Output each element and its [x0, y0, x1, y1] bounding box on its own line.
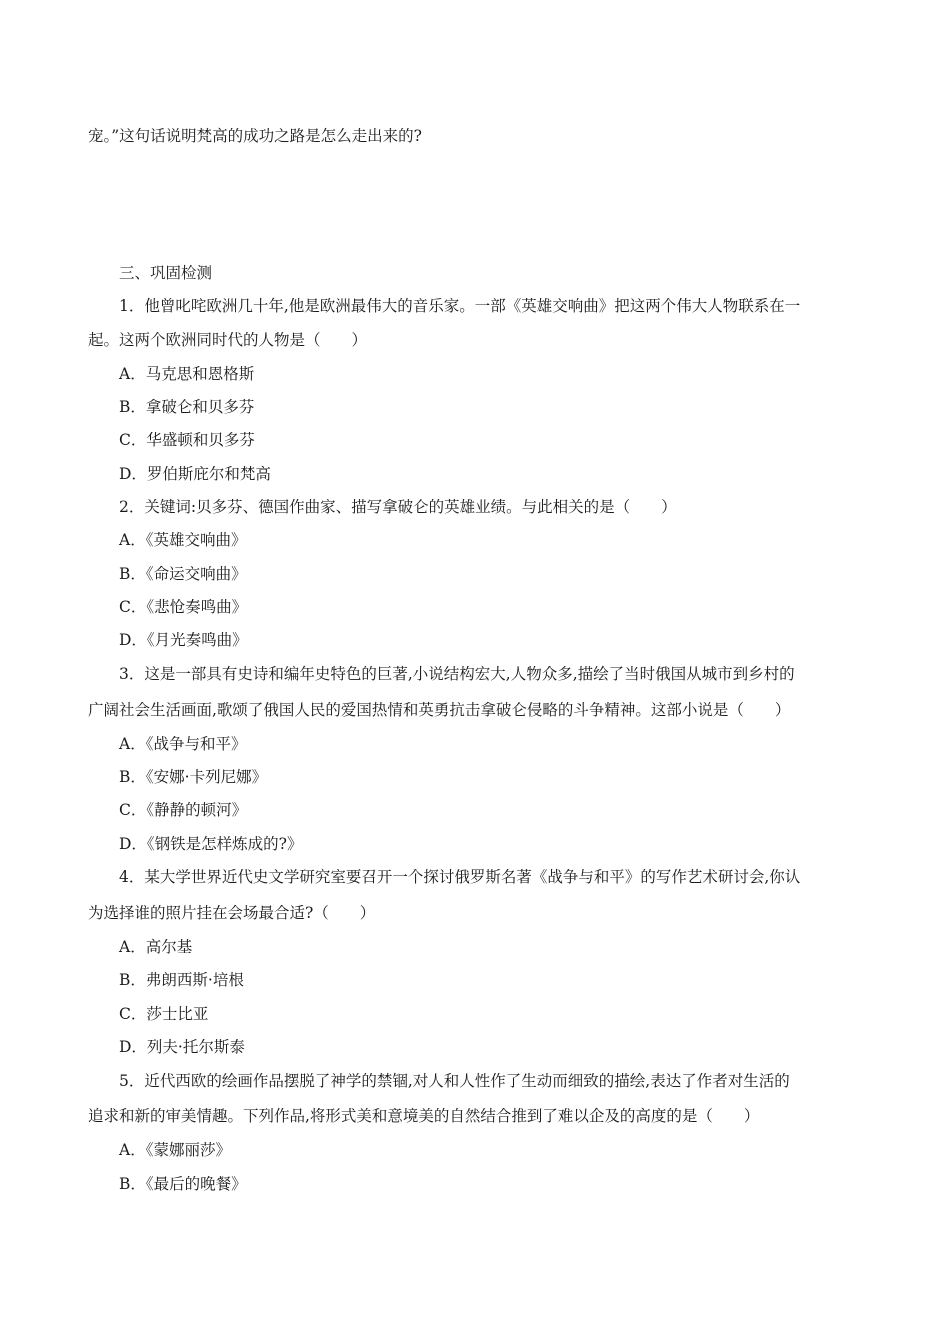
option-d: D．《月光奏鸣曲》 — [119, 631, 248, 649]
continuation-text: 宠。”这句话说明梵高的成功之路是怎么走出来的? — [88, 127, 422, 145]
option-a: A．《英雄交响曲》 — [119, 531, 247, 549]
option-c: C．莎士比亚 — [119, 1005, 209, 1023]
question-stem: 3．这是一部具有史诗和编年史特色的巨著,小说结构宏大,人物众多,描绘了当时俄国从城市到乡村的 — [119, 665, 795, 683]
option-b: B．《安娜·卡列尼娜》 — [119, 768, 268, 786]
option-c: C．《悲怆奏鸣曲》 — [119, 598, 248, 616]
question-stem: 4．某大学世界近代史文学研究室要召开一个探讨俄罗斯名著《战争与和平》的写作艺术研讨会,你认 — [119, 868, 801, 886]
option-d: D．罗伯斯庇尔和梵高 — [119, 465, 271, 483]
question-stem-continued: 追求和新的审美情趣。下列作品,将形式美和意境美的自然结合推到了难以企及的高度的是（ ） — [88, 1107, 760, 1125]
section-title: 三、巩固检测 — [119, 264, 213, 282]
question-stem-continued: 起。这两个欧洲同时代的人物是（ ） — [88, 331, 368, 349]
option-a: A．《蒙娜丽莎》 — [119, 1141, 231, 1159]
option-b: B．弗朗西斯·培根 — [119, 971, 244, 989]
question-stem: 5．近代西欧的绘画作品摆脱了神学的禁锢,对人和人性作了生动而细致的描绘,表达了作者对生活的 — [119, 1072, 790, 1090]
option-d: D．列夫·托尔斯泰 — [119, 1038, 245, 1056]
option-c: C．《静静的顿河》 — [119, 801, 248, 819]
option-b: B．《最后的晚餐》 — [119, 1175, 247, 1193]
option-a: A．马克思和恩格斯 — [119, 365, 255, 383]
option-d: D．《钢铁是怎样炼成的?》 — [119, 835, 303, 853]
option-c: C．华盛顿和贝多芬 — [119, 431, 255, 449]
question-stem-continued: 广阔社会生活画面,歌颂了俄国人民的爱国热情和英勇抗击拿破仑侵略的斗争精神。这部小说是（ ） — [88, 701, 791, 719]
option-b: B．拿破仑和贝多芬 — [119, 398, 255, 416]
option-b: B．《命运交响曲》 — [119, 565, 247, 583]
question-stem: 2．关键词:贝多芬、德国作曲家、描写拿破仑的英雄业绩。与此相关的是（ ） — [119, 498, 677, 516]
question-stem-continued: 为选择谁的照片挂在会场最合适?（ ） — [88, 904, 376, 922]
option-a: A．《战争与和平》 — [119, 735, 247, 753]
question-stem: 1．他曾叱咤欧洲几十年,他是欧洲最伟大的音乐家。一部《英雄交响曲》把这两个伟大人物联系在一 — [119, 297, 801, 315]
option-a: A．高尔基 — [119, 938, 193, 956]
